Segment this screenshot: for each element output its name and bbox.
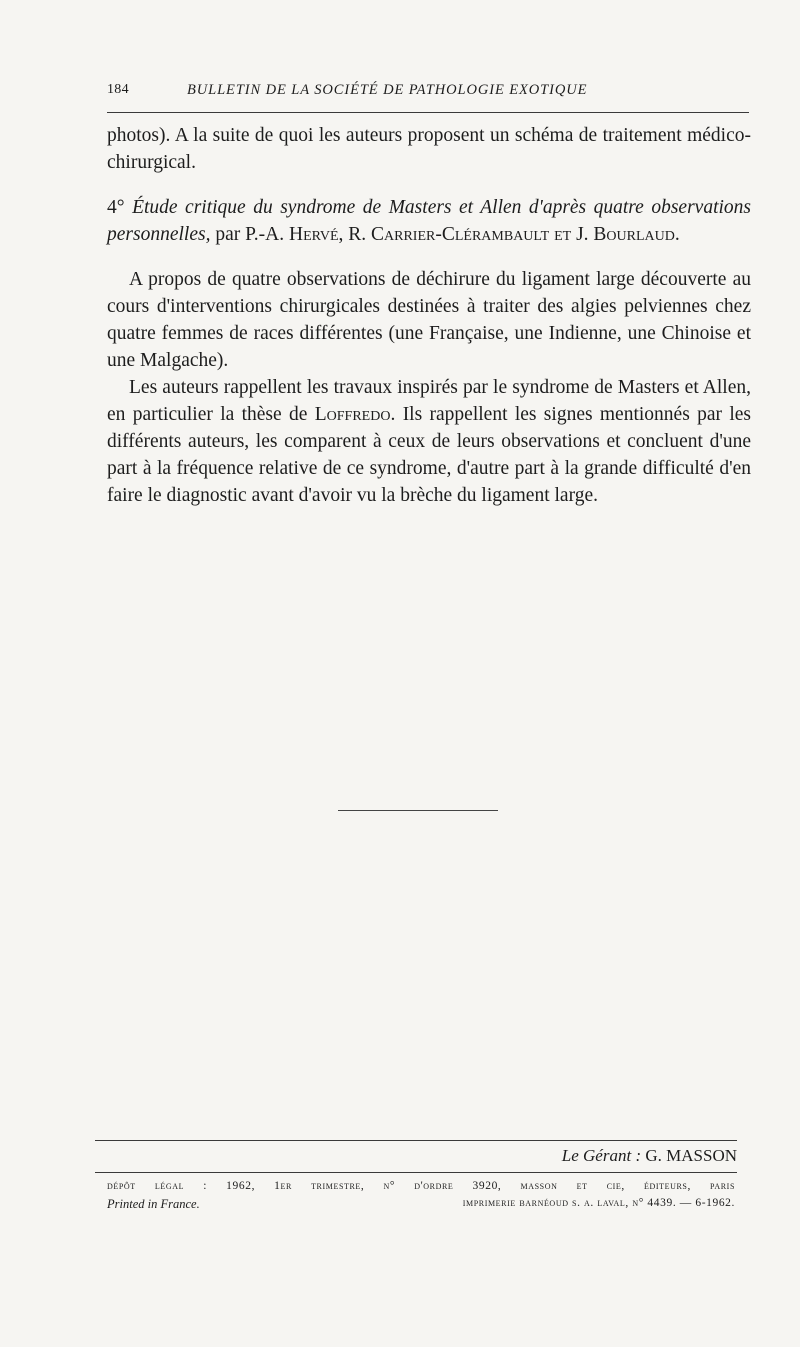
gerant-line xyxy=(95,1146,737,1166)
printer-imprint: imprimerie barnéoud s. a. laval, n° 4439. — 6-1962. xyxy=(462,1197,735,1209)
paragraph-2-text-b: Ils rappellent les signes mentionnés par les différents auteurs, les comparent à ceux de leurs observations et concluent d'une part à la fréquence relative de ce syndrome, d'autre part à la grande difficulté d'en faire le diagnostic avant d'avoir vu la brèche du ligament large. xyxy=(107,404,752,506)
page-number: 184 xyxy=(107,82,129,97)
paragraph-1: A propos de quatre observations de déchirure du ligament large découverte au cours d'interventions chirurgicales destinées à traiter des algies pelviennes chez quatre femmes de races différentes (une Française, une Indienne, une Chinoise et une Malgache). xyxy=(107,269,751,371)
item-title: Étude critique du syndrome de Masters et Allen d'après quatre observations personnelles, xyxy=(107,197,751,245)
item-authors: P.-A. Hervé, R. Carrier-Clérambault et J. Bourlaud. xyxy=(245,224,680,245)
continued-paragraph: photos). A la suite de quoi les auteurs proposent un schéma de traitement médico-chirurgical. xyxy=(107,125,751,173)
running-head xyxy=(107,80,747,106)
gerant-label: Le Gérant : xyxy=(561,1146,642,1165)
footer-rule-bottom xyxy=(95,1172,737,1173)
article-body xyxy=(107,122,751,509)
cited-author: Loffredo. xyxy=(314,404,396,425)
printed-in: Printed in France. xyxy=(107,1197,200,1211)
imprint xyxy=(107,1180,735,1214)
item-4-heading xyxy=(107,194,751,248)
paragraph-2 xyxy=(107,374,751,509)
section-separator xyxy=(338,810,498,811)
journal-title: BULLETIN DE LA SOCIÉTÉ DE PATHOLOGIE EXOTIQUE xyxy=(187,82,588,98)
footer-rule-top xyxy=(95,1140,737,1141)
item-number: 4° xyxy=(107,197,125,218)
item-by: par xyxy=(215,224,241,245)
header-rule xyxy=(107,112,749,113)
gerant-name: G. MASSON xyxy=(645,1146,737,1165)
paragraph-2-text-a: Les auteurs rappellent les travaux inspirés par le syndrome de Masters et Allen, en particulier la thèse de xyxy=(107,377,751,425)
printer-line xyxy=(107,1197,735,1214)
legal-deposit-line: dépôt légal : 1962, 1er trimestre, n° d'ordre 3920, masson et cie, éditeurs, paris xyxy=(107,1180,735,1192)
